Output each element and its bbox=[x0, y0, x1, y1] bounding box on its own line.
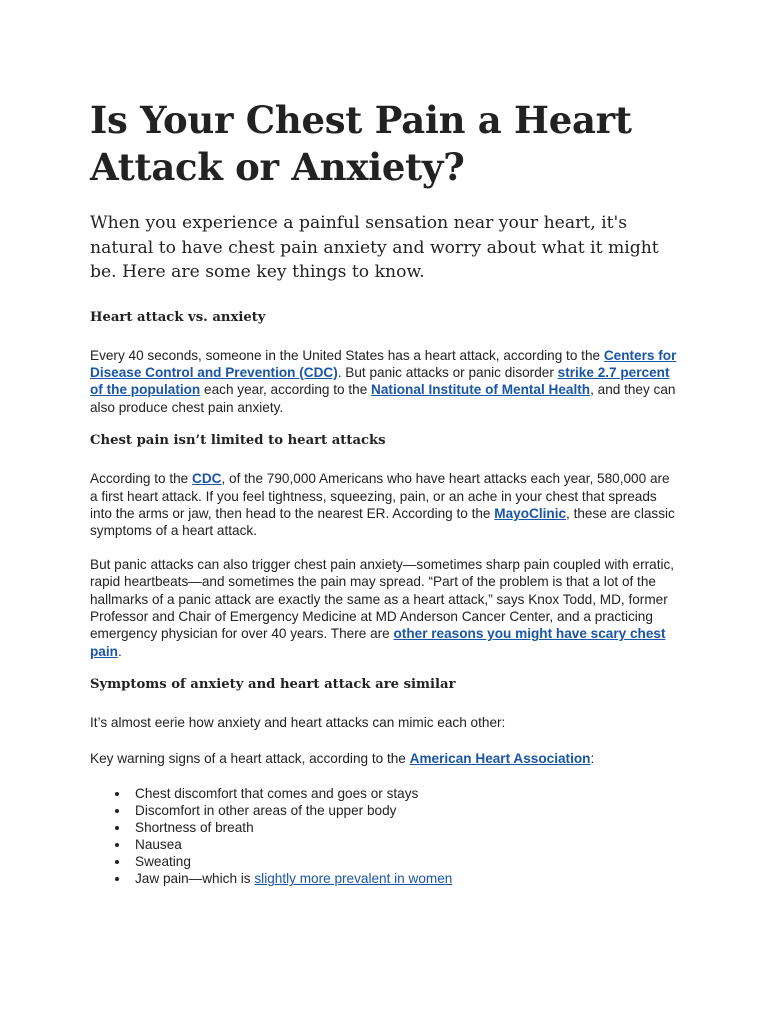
text-span: each year, according to the bbox=[200, 382, 372, 398]
paragraph-cdc-statistics bbox=[90, 347, 678, 417]
page-title-line-2: Attack or Anxiety? bbox=[90, 145, 465, 189]
page-title-line-1: Is Your Chest Pain a Heart bbox=[90, 98, 632, 142]
link-cdc-heart-attacks[interactable]: CDC bbox=[192, 471, 222, 487]
text-span: . bbox=[117, 643, 122, 659]
link-cdc[interactable]: Centers for Disease Control and Prevention (CDC) bbox=[90, 347, 677, 380]
text-span: , these are classic symptoms of a heart attack. bbox=[90, 505, 675, 539]
link-panic-disorder-statistic[interactable]: strike 2.7 percent of the population bbox=[90, 364, 670, 398]
text-span: . But panic attacks or panic disorder bbox=[337, 364, 558, 380]
warning-signs-list bbox=[90, 785, 678, 888]
link-other-reasons-chest-pain[interactable]: other reasons you might have scary chest pain bbox=[90, 626, 666, 659]
list-item: Nausea bbox=[135, 836, 678, 853]
link-american-heart-association[interactable]: American Heart Association bbox=[409, 750, 591, 766]
text-span: Key warning signs of a heart attack, according to the bbox=[90, 750, 410, 766]
paragraph-heart-attack-symptoms bbox=[90, 470, 678, 540]
list-item: Discomfort in other areas of the upper body bbox=[135, 802, 678, 819]
list-item: Shortness of breath bbox=[135, 819, 678, 836]
link-nimh[interactable]: National Institute of Mental Health bbox=[371, 382, 591, 398]
text-span: : bbox=[590, 750, 595, 766]
text-span: According to the bbox=[90, 471, 193, 487]
link-prevalent-in-women[interactable]: slightly more prevalent in women bbox=[254, 871, 453, 887]
page-title bbox=[90, 97, 678, 191]
section-heading-chest-pain-not-limited: Chest pain isn’t limited to heart attacks bbox=[90, 433, 386, 449]
paragraph-panic-attacks bbox=[90, 556, 678, 660]
section-heading-heart-attack-vs-anxiety: Heart attack vs. anxiety bbox=[90, 309, 266, 325]
text-span: , of the 790,000 Americans who have heart attacks each year, 580,000 are a first heart attack. If you feel tightness, squeezing, pain, or an ache in your chest that spreads into the arms or jaw, then head to the nearest ER. According to the bbox=[90, 471, 670, 521]
list-item: Sweating bbox=[135, 853, 678, 870]
list-item bbox=[135, 870, 678, 887]
list-item: Chest discomfort that comes and goes or stays bbox=[135, 785, 678, 802]
paragraph-warning-signs bbox=[90, 750, 678, 767]
text-span: Jaw pain—which is bbox=[135, 871, 255, 887]
paragraph-mimic: It’s almost eerie how anxiety and heart attacks can mimic each other: bbox=[90, 715, 506, 731]
text-span: But panic attacks can also trigger chest pain anxiety—sometimes sharp pain coupled with erratic, rapid heartbeats—and sometimes the pain may spread. “Part of the problem is that a lot of the hallmarks of a panic attack are exactly the same as a heart attack,” says Knox Todd, MD, former Professor and Chair of Emergency Medicine at MD Anderson Cancer Center, and a practicing emergency physician for over 40 years. There are bbox=[90, 556, 675, 642]
link-mayoclinic[interactable]: MayoClinic bbox=[494, 505, 567, 521]
text-span: Every 40 seconds, someone in the United States has a heart attack, according to the bbox=[90, 347, 604, 363]
section-heading-symptoms-similar: Symptoms of anxiety and heart attack are similar bbox=[90, 677, 456, 693]
text-span: , and they can also produce chest pain anxiety. bbox=[90, 382, 676, 415]
intro-paragraph: When you experience a painful sensation near your heart, it's natural to have chest pain anxiety and worry about what it might be. Here are some key things to know. bbox=[90, 213, 659, 282]
